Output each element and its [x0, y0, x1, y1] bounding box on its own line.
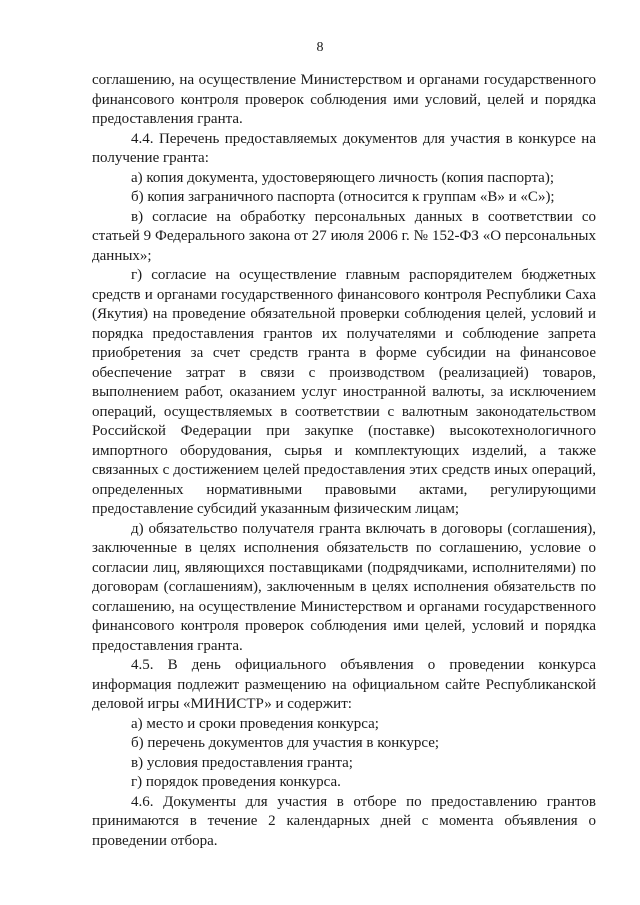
paragraph-section-4-5: 4.5. В день официального объявления о проведении конкурса информация подлежит размещению на официальном сайте Республиканской деловой игры «МИНИСТР» и содержит:: [92, 657, 596, 712]
list-item-d: д) обязательство получателя гранта включать в договоры (соглашения), заключенные в целях исполнения обязательств по соглашению, условие о согласии лиц, являющихся поставщиками (подрядчиками, исполнителями) по договорам (соглашениям), заключенным в целях исполнения обязательств по соглашению, на осуществление Министерством и органами государственного финансового контроля проверок соблюдения ими целей, условий и порядка предоставления гранта.: [92, 520, 596, 654]
page-number: 8: [316, 40, 324, 55]
list-item-g: г) согласие на осуществление главным распорядителем бюджетных средств и органами государственного финансового контроля Республики Саха (Якутия) на проведение обязательной проверки соблюдения целей, условий и порядка предоставления грантов их получателями и соблюдение запрета приобретения за счет средств гранта в форме субсидии на финансовое обеспечение затрат в связи с производством (реализацией) товаров, выполнением работ, оказанием услуг иностранной валюты, за исключением операций, осуществляемых в соответствии с валютным законодательством Российской Федерации при закупке (поставке) высокотехнологичного импортного оборудования, сырья и комплектующих изделий, а также связанных с достижением целей предоставления этих средств иных операций, определенных нормативными правовыми актами, регулирующими предоставление субсидий указанным физическим лицам;: [92, 267, 596, 517]
paragraph-section-4-4: 4.4. Перечень предоставляемых документов для участия в конкурсе на получение гранта:: [92, 130, 596, 166]
list-item-a: а) копия документа, удостоверяющего личность (копия паспорта);: [131, 169, 555, 186]
list-item-g-2: г) порядок проведения конкурса.: [131, 774, 341, 790]
document-body: [92, 71, 596, 851]
paragraph-section-4-6: 4.6. Документы для участия в отборе по предоставлению грантов принимаются в течение 2 календарных дней с момента объявления о проведении отбора.: [92, 793, 596, 849]
list-item-v-2: в) условия предоставления гранта;: [131, 754, 353, 771]
list-item-b: б) копия заграничного паспорта (относится к группам «В» и «С»);: [131, 189, 555, 205]
list-item-v: в) согласие на обработку персональных данных в соответствии со статьей 9 Федерального закона от 27 июля 2006 г. № 152-ФЗ «О персональных данных»;: [92, 208, 596, 264]
paragraph-continuation: соглашению, на осуществление Министерством и органами государственного финансового контроля проверок соблюдения ими условий, целей и порядка предоставления гранта.: [92, 72, 596, 127]
list-item-b-2: б) перечень документов для участия в конкурсе;: [131, 735, 440, 751]
list-item-a-2: а) место и сроки проведения конкурса;: [131, 715, 379, 732]
